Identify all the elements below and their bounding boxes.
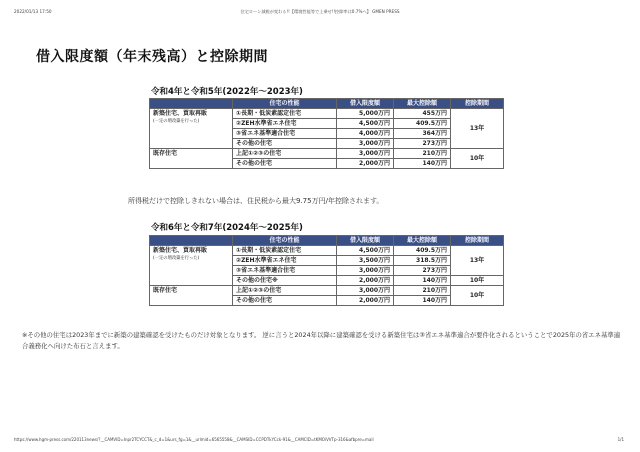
housing-type: ③省エネ基準適合住宅 [233, 129, 337, 139]
table2-header-period: 控除期間 [451, 236, 504, 246]
table2-header-limit: 借入限度額 [337, 236, 394, 246]
category-label: 新築住宅、買取再販 [153, 110, 208, 117]
housing-type: ①長期・低炭素認定住宅 [233, 109, 337, 119]
table-row [150, 149, 504, 159]
table2 [149, 235, 504, 306]
max-deduction: 210万円 [394, 149, 451, 159]
table2-header-max: 最大控除額 [394, 236, 451, 246]
housing-type: 上記①②③の住宅 [233, 149, 337, 159]
category-label: 新築住宅、買取再販 [153, 247, 208, 254]
category-note: (一定の増改築を行った) [153, 256, 200, 261]
housing-type: ②ZEH水準省エネ住宅 [233, 256, 337, 266]
loan-limit: 4,000万円 [337, 129, 394, 139]
housing-type: その他の住宅 [233, 296, 337, 306]
loan-limit: 3,000万円 [337, 149, 394, 159]
deduction-period: 10年 [451, 286, 504, 306]
deduction-period: 13年 [451, 109, 504, 149]
max-deduction: 409.5万円 [394, 246, 451, 256]
table2-category-existing [150, 286, 233, 306]
table1-header-type: 住宅の性能 [233, 99, 337, 109]
loan-limit: 5,000万円 [337, 109, 394, 119]
max-deduction: 273万円 [394, 266, 451, 276]
housing-type: ③省エネ基準適合住宅 [233, 266, 337, 276]
max-deduction: 140万円 [394, 296, 451, 306]
deduction-period: 10年 [451, 276, 504, 286]
print-page-number: 1/1 [617, 437, 624, 442]
table1 [149, 98, 504, 169]
loan-limit: 2,000万円 [337, 159, 394, 169]
table1-header-limit: 借入限度額 [337, 99, 394, 109]
max-deduction: 455万円 [394, 109, 451, 119]
table-row [150, 109, 504, 119]
category-note: (一定の増改築を行った) [153, 119, 200, 124]
print-url[interactable]: https://www.hgm-press.com/220113news/?__CAMVID=Inpr2TCYCCT&_c_d=1&urs_fg=1&__urlmid=6565558&__CAMSID=CCPDTkYCck-91&__CAMCID=tKMOiVVTp-316&afbpre=mail [14, 437, 374, 442]
max-deduction: 409.5万円 [394, 119, 451, 129]
loan-limit: 2,000万円 [337, 296, 394, 306]
table-row [150, 286, 504, 296]
table1-title: 令和4年と令和5年(2022年～2023年) [151, 87, 303, 97]
table1-header-max: 最大控除額 [394, 99, 451, 109]
loan-limit: 2,000万円 [337, 276, 394, 286]
resident-tax-note: 所得税だけで控除しきれない場合は、住民税から最大9.75万円/年控除されます。 [128, 197, 384, 205]
print-page-title: 住宅ローン減税が変わる!!【環境性能等で上乗せ!!控除率は0.7%へ】 GMEN PRESS [240, 9, 400, 14]
footnote: ※その他の住宅は2023年までに新築の建築確認を受けたものだけ対象となります。 逆に言うと2024年以降に建築確認を受ける新築住宅は③省エネ基準適合が要件化されるということで2025年の省エネ基準適合義務化へ向けた布石と言えます。 [22, 331, 621, 350]
table2-category-new [150, 246, 233, 286]
loan-limit: 3,000万円 [337, 266, 394, 276]
housing-type: その他の住宅※ [233, 276, 337, 286]
loan-limit: 3,500万円 [337, 256, 394, 266]
housing-type: ①長期・低炭素認定住宅 [233, 246, 337, 256]
table-row [150, 246, 504, 256]
max-deduction: 140万円 [394, 159, 451, 169]
table2-header-blank [150, 236, 233, 246]
max-deduction: 364万円 [394, 129, 451, 139]
loan-limit: 4,500万円 [337, 119, 394, 129]
housing-type: ②ZEH水準省エネ住宅 [233, 119, 337, 129]
housing-type: その他の住宅 [233, 159, 337, 169]
table2-header-row [150, 236, 504, 246]
loan-limit: 3,000万円 [337, 286, 394, 296]
loan-limit: 4,500万円 [337, 246, 394, 256]
print-timestamp: 2022/01/13 17:50 [14, 9, 52, 14]
deduction-period: 10年 [451, 149, 504, 169]
table1-header-row [150, 99, 504, 109]
table2-header-type: 住宅の性能 [233, 236, 337, 246]
loan-limit: 3,000万円 [337, 139, 394, 149]
table1-category-new [150, 109, 233, 149]
page-title: 借入限度額（年末残高）と控除期間 [36, 49, 268, 65]
category-label: 既存住宅 [153, 287, 178, 294]
table1-category-existing [150, 149, 233, 169]
table1-header-blank [150, 99, 233, 109]
max-deduction: 140万円 [394, 276, 451, 286]
housing-type: 上記①②③の住宅 [233, 286, 337, 296]
category-label: 既存住宅 [153, 150, 178, 157]
housing-type: その他の住宅 [233, 139, 337, 149]
table2-title: 令和6年と令和7年(2024年～2025年) [151, 223, 303, 233]
table1-header-period: 控除期間 [451, 99, 504, 109]
max-deduction: 318.5万円 [394, 256, 451, 266]
deduction-period: 13年 [451, 246, 504, 276]
max-deduction: 273万円 [394, 139, 451, 149]
max-deduction: 210万円 [394, 286, 451, 296]
